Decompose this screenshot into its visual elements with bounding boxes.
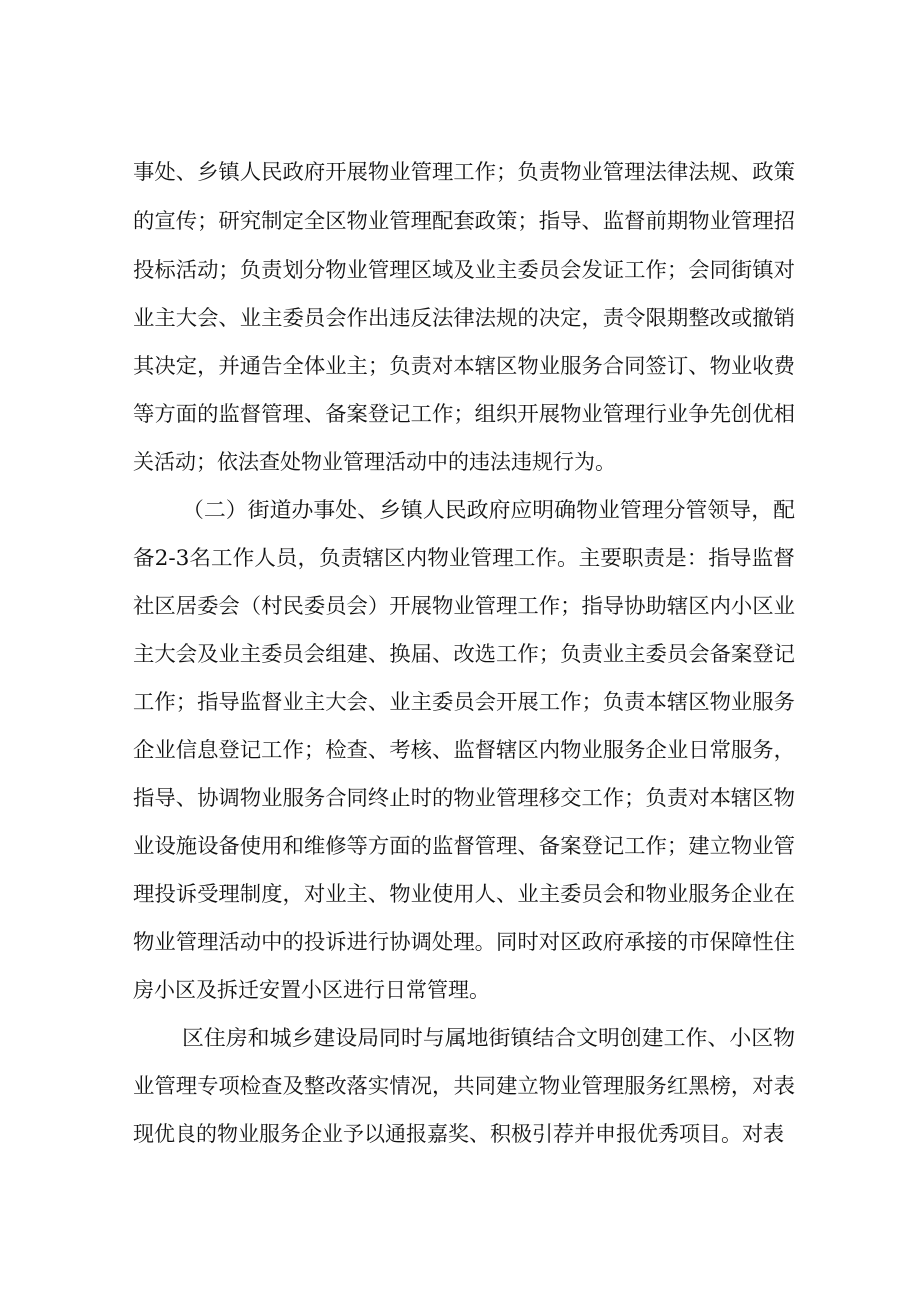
text-line: 房小区及拆迁安置小区进行日常管理。 xyxy=(133,978,490,1002)
text-line: 指导、协调物业服务合同终止时的物业管理移交工作；负责对本辖区物 xyxy=(133,786,795,810)
text-line: 物业管理活动中的投诉进行协调处理。同时对区政府承接的市保障性住 xyxy=(133,930,795,954)
text-line: 投标活动；负责划分物业管理区域及业主委员会发证工作；会同街镇对 xyxy=(133,258,795,282)
text-line: 业设施设备使用和维修等方面的监督管理、备案登记工作；建立物业管 xyxy=(133,834,795,858)
text-line: （二）街道办事处、乡镇人民政府应明确物业管理分管领导，配 xyxy=(182,498,796,522)
text-line: 事处、乡镇人民政府开展物业管理工作；负责物业管理法律法规、政策 xyxy=(133,160,795,184)
text-line: 业主大会、业主委员会作出违反法律法规的决定，责令限期整改或撤销 xyxy=(133,306,795,330)
text-line: 工作；指导监督业主大会、业主委员会开展工作；负责本辖区物业服务 xyxy=(133,690,795,714)
text-line: 等方面的监督管理、备案登记工作；组织开展物业管理行业争先创优相 xyxy=(133,402,795,426)
text-line: 现优良的物业服务企业予以通报嘉奖、积极引荐并申报优秀项目。对表 xyxy=(133,1122,784,1146)
text-line: 主大会及业主委员会组建、换届、改选工作；负责业主委员会备案登记 xyxy=(133,642,795,666)
text-line: 企业信息登记工作；检查、考核、监督辖区内物业服务企业日常服务， xyxy=(133,738,795,762)
text-line: 关活动；依法查处物业管理活动中的违法违规行为。 xyxy=(133,450,616,474)
text-line: 理投诉受理制度，对业主、物业使用人、业主委员会和物业服务企业在 xyxy=(133,882,795,906)
text-line: 社区居委会（村民委员会）开展物业管理工作；指导协助辖区内小区业 xyxy=(133,594,795,618)
text-line: 其决定，并通告全体业主；负责对本辖区物业服务合同签订、物业收费 xyxy=(133,354,795,378)
text-line: 区住房和城乡建设局同时与属地街镇结合文明创建工作、小区物 xyxy=(182,1026,796,1050)
text-line: 业管理专项检查及整改落实情况，共同建立物业管理服务红黑榜，对表 xyxy=(133,1074,795,1098)
text-line: 备2-3名工作人员，负责辖区内物业管理工作。主要职责是：指导监督 xyxy=(133,546,795,570)
text-line: 的宣传；研究制定全区物业管理配套政策；指导、监督前期物业管理招 xyxy=(133,209,795,233)
